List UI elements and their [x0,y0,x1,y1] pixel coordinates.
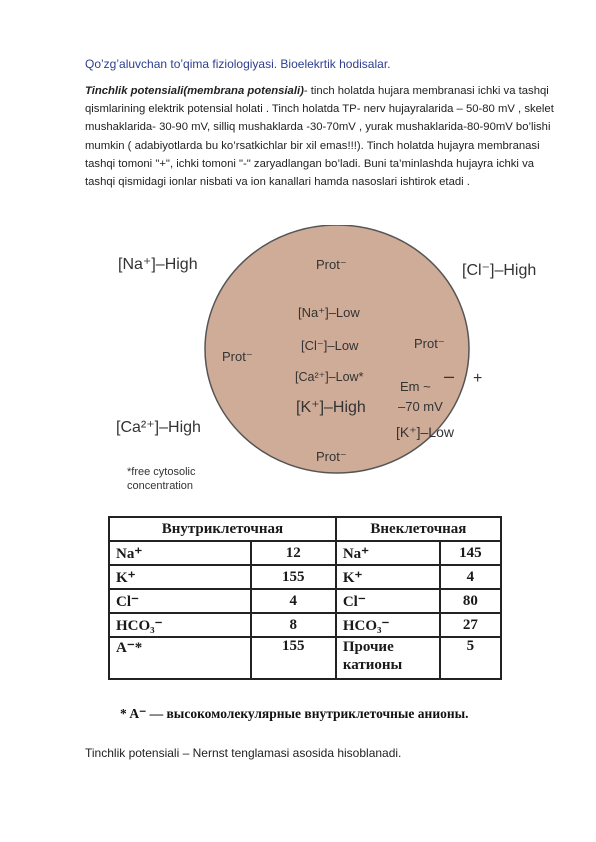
prot-left-label: Prot⁻ [222,349,253,364]
table-row [109,613,501,637]
out-ion: Прочие катионы [336,637,440,679]
in-ion: A⁻* [109,637,251,679]
in-value: 155 [251,565,336,589]
plus-sign: + [473,370,483,387]
in-value: 155 [251,637,336,679]
out-value: 145 [440,541,501,565]
footnote-line-2: concentration [127,480,194,492]
table-row [109,637,501,679]
outside-k-label: [K⁺]–Low [396,424,454,440]
in-value: 12 [251,541,336,565]
inside-k-label: [K⁺]–High [296,399,366,416]
out-ion: Cl⁻ [336,589,440,613]
page-heading: Qo’zg’aluvchan to’qima fiziologiyasi. Bioelekrtik hodisalar. [85,57,391,71]
outside-na-label: [Na⁺]–High [118,256,198,273]
outside-cl-label: [Cl⁻]–High [462,262,537,279]
out-ion: K⁺ [336,565,440,589]
out-ion: HCO₃⁻ [336,613,440,637]
in-value: 8 [251,613,336,637]
table-row [109,541,501,565]
out-value: 27 [440,613,501,637]
out-value: 80 [440,589,501,613]
prot-right-label: Prot⁻ [414,336,445,351]
table-row [109,589,501,613]
em-label-2: –70 mV [398,399,443,414]
term-bold: Tinchlik potensiali(membrana potensiali) [85,85,304,97]
intro-paragraph [85,82,555,191]
inside-ca-label: [Ca²⁺]–Low* [295,370,364,384]
prot-top-label: Prot⁻ [316,257,347,272]
membrane-potential-diagram [0,225,596,505]
out-value: 5 [440,637,501,679]
table-footnote: * A⁻ — высокомолекулярные внутриклеточные анионы. [120,706,469,721]
paragraph-text: - tinch holatda hujara membranasi ichki va tashqi qismlarining elektrik potensial holati . Tinch holatda TP- nerv hujayralarida – 50-80 mV , skelet mushaklarida- 30-90 mV, silliq mushaklarda -30-70mV , yurak mushaklarida-80-90mV bo’lishi mumkin ( adabiyotlarda bu ko’rsatkichlar bir xil emas!!!). Tinch holatda hujayra membranasi tashqi tomoni "+", ichki tomoni "-" zaryadlangan bo’ladi. Buni ta’minlashda hujayra ichki va tashqi qismidagi ionlar nisbati va ion kanallari hamda nasoslari ishtirok etadi . [85,85,554,189]
inside-cl-label: [Cl⁻]–Low [301,338,359,353]
em-label-1: Em ~ [400,379,431,394]
out-ion: Na⁺ [336,541,440,565]
footnote-line-1: *free cytosolic [127,466,196,478]
header-intracellular: Внутриклеточная [109,517,336,541]
header-extracellular: Внеклеточная [336,517,501,541]
ion-concentration-table [108,516,502,680]
in-ion: Na⁺ [109,541,251,565]
in-value: 4 [251,589,336,613]
in-ion: K⁺ [109,565,251,589]
minus-sign: – [444,366,455,386]
table-row [109,565,501,589]
outside-ca-label: [Ca²⁺]–High [116,419,201,436]
in-ion: Cl⁻ [109,589,251,613]
prot-bottom-label: Prot⁻ [316,449,347,464]
nernst-note: Tinchlik potensiali – Nernst tenglamasi asosida hisoblanadi. [85,746,402,760]
inside-na-label: [Na⁺]–Low [298,305,360,320]
in-ion: HCO₃⁻ [109,613,251,637]
out-value: 4 [440,565,501,589]
